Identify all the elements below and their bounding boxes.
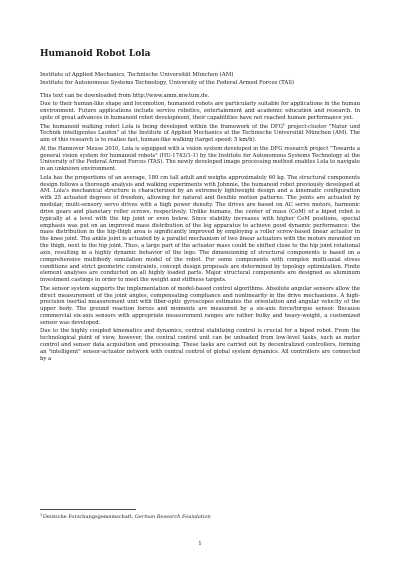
affiliation-line: Institute of Applied Mechanics, Technische Universität München (AM) xyxy=(40,72,234,78)
paragraph-rest: project-cluster "Natur und Technik intelligentes Laufen" at the Institute of Applied Mechanics at the Technische Universität München (AM). The aim of this research is to realize fast, human-like walking (target speed: 5 km/h). xyxy=(40,123,360,144)
footnote-text: Deutsche Forschungsgemeinschaft, xyxy=(42,513,135,520)
paragraph-start: The humanoid walking robot Lola is being developed within the framework of the DFG xyxy=(40,123,283,130)
paragraph: Due to the highly coupled kinematics and dynamics, central stabilizing control is crucial for a biped robot. From the technological point of view, however, the central control unit can be unloaded from low-level tasks, such as motor control and sensor data acquisition and processing. These tasks are carried out by decentralized controllers, forming an "intelligent" sensor-actuator network with central control of global system dynamics. All controllers are connected by a xyxy=(40,328,360,362)
footnote-divider xyxy=(40,509,136,510)
page-number: 1 xyxy=(198,541,202,547)
paragraph: At the Hannover Messe 2010, Lola is equipped with a vision system developed in the DFG research project "Towards a general vision system for humanoid robots" (HU-1743/1-1) by the Institute for Autonomous Systems Technology at the University of the Federal Armed Forces (TAS). The newly developed image processing method enables Lola to navigate in an unknown environment. xyxy=(40,145,360,173)
paragraph: Lola has the proportions of an average, 180 cm tall adult and weighs approximately 60 kg. The structural components design follows a thorough analysis and walking experiments with Johnnie, the humanoid robot previously developed at AM. Lola's mechanical structure is characterized by an extremely lightweight design and a kinematic configuration with 25 actuated degrees of freedom, allowing for natural and flexible motion patterns. The joints are actuated by modular, multi-sensory servo drives with a high power density. The drives are based on AC servo motors, harmonic drive gears and planetary roller screws, respectively. Unlike humans, the center of mass (CoM) of a biped robot is typically at a level with the hip joint or even below. Since stability increases with higher CoM positions, special emphasis was put on an improved mass distribution of the leg apparatus to achieve good dynamic performance: the mass distribution in the hip-thigh area is significantly improved by employing a roller screw-based linear actuator in the knee joint. The ankle joint is actuated by a parallel mechanism of two linear actuators with the motors mounted on the thigh, next to the hip joint. Thus, a large part of the actuator mass could be shifted close to the hip joint rotational axis, resulting in a highly dynamic behavior of the legs. The dimensioning of structural components is based on a comprehensive multibody simulation model of the robot. For some components with complex multi-axial stress conditions and strict geometric constraints, concept design proposals are determined by topology optimization. Finite element analyses are conducted on all highly loaded parts. Major structural components are designed as aluminum investment castings in order to meet the weight and stiffness targets. xyxy=(40,174,360,284)
footnote xyxy=(40,512,360,520)
paragraph: Due to their human-like shape and locomotion, humanoid robots are particularly suitable for applications in the human environment. Future applications include service robotics, entertainment and academic education and research. In spite of great advances in humanoid robot development, their capabilities have not reached human performance yet. xyxy=(40,101,360,122)
body-text xyxy=(40,93,360,364)
footnote-italic: German Research Foundation xyxy=(134,513,211,520)
paragraph: The sensor system supports the implementation of model-based control algorithms. Absolute angular sensors allow the direct measurement of the joint angles, compensating compliance and nonlinearity in the drive mechanisms. A high-precision inertial measurement unit with fiber-optic gyroscopes estimates the orientation and angular velocity of the upper body. The ground reaction forces and moments are measured by a six-axis force/torque sensor. Because commercial six-axis sensors with appropriate measurement ranges are rather bulky and heavy-weight, a customized sensor was developed. xyxy=(40,285,360,326)
footnote-mark: 1 xyxy=(40,513,43,517)
paragraph: This text can be downloaded from http://www.amm.mw.tum.de. xyxy=(40,93,210,99)
paragraph xyxy=(40,124,360,145)
affiliation-line: Institute for Autonomous Systems Technology, University of the Federal Armed Forces (TAS) xyxy=(40,80,295,87)
footnote-reference: 1 xyxy=(282,122,286,127)
affiliations xyxy=(40,71,370,87)
document-title: Humanoid Robot Lola xyxy=(40,49,151,59)
